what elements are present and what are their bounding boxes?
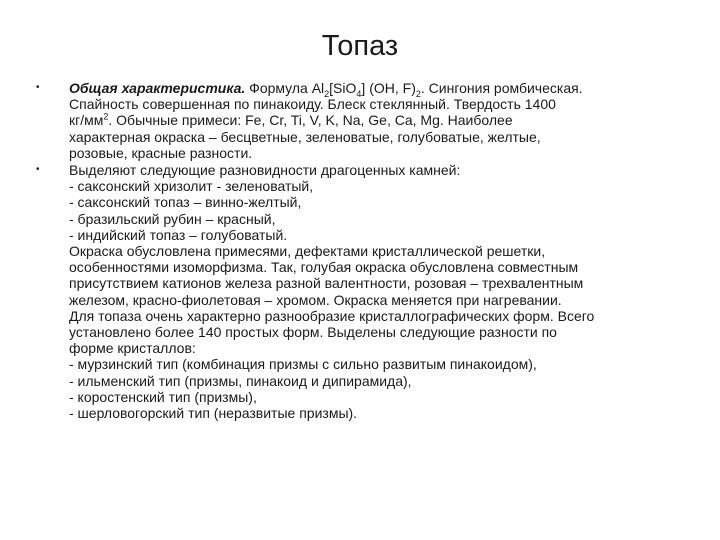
text-line: - индийский топаз – голубоватый.: [69, 226, 288, 243]
formula-subscript: 2: [324, 88, 330, 99]
text-line: Выделяют следующие разновидности драгоценных камней:: [69, 162, 461, 179]
text-line: - саксонский топаз – винно-желтый,: [69, 194, 302, 211]
formula-text: Формула Al: [245, 80, 325, 96]
bullet-icon: •: [36, 164, 40, 176]
text-line: установлено более 140 простых форм. Выделены следующие разности по: [69, 324, 557, 341]
bullet-item-varieties: [36, 162, 676, 421]
bullet-icon: •: [36, 82, 40, 93]
text-line: особенностями изоморфизма. Так, голубая окраска обусловлена совместным: [69, 259, 579, 276]
slide-body: [36, 80, 676, 421]
text-line: - ильменский тип (призмы, пинакоид и дипирамида),: [69, 372, 412, 389]
text-line: - шерловогорский тип (неразвитые призмы).: [69, 405, 358, 422]
section-heading: Общая характеристика.: [69, 80, 246, 96]
slide-title: Топаз: [321, 30, 399, 62]
unit-text: . Обычные примеси: Fe, Cr, Ti, V, K, Na, Ge, Ca, Mg. Наиболее: [108, 112, 513, 129]
text-line: Спайность совершенная по пинакоиду. Блеск стеклянный. Твердость 1400: [69, 96, 556, 113]
formula-text: [SiO: [329, 80, 357, 96]
text-line: присутствием катионов железа разной валентности, розовая – трехвалентным: [69, 275, 584, 292]
bullet-item-general: [36, 80, 676, 161]
formula-subscript: 2: [415, 88, 421, 99]
formula-line: [69, 80, 676, 99]
text-line: - саксонский хризолит - зеленоватый,: [69, 178, 314, 195]
text-line: - бразильский рубин – красный,: [69, 210, 276, 227]
text-line: Окраска обусловлена примесями, дефектами кристаллической решетки,: [69, 243, 546, 260]
unit-text: кг/мм: [69, 112, 104, 129]
text-line: характерная окраска – бесцветные, зеленоватые, голубоватые, желтые,: [69, 128, 541, 145]
formula-text: . Сингония ромбическая.: [420, 80, 583, 96]
formula-subscript: 4: [356, 88, 362, 99]
unit-line: [69, 112, 676, 128]
text-line: розовые, красные разности.: [69, 144, 253, 161]
text-line: железом, красно-фиолетовая – хромом. Окраска меняется при нагревании.: [69, 291, 562, 308]
text-line: - коростенский тип (призмы),: [69, 388, 257, 405]
formula-text: ] (OH, F): [361, 80, 416, 96]
text-line: форме кристаллов:: [69, 340, 196, 357]
unit-superscript: 2: [103, 111, 109, 122]
text-line: - мурзинский тип (комбинация призмы с сильно развитым пинакоидом),: [69, 356, 537, 373]
text-line: Для топаза очень характерно разнообразие кристаллографических форм. Всего: [69, 307, 595, 324]
